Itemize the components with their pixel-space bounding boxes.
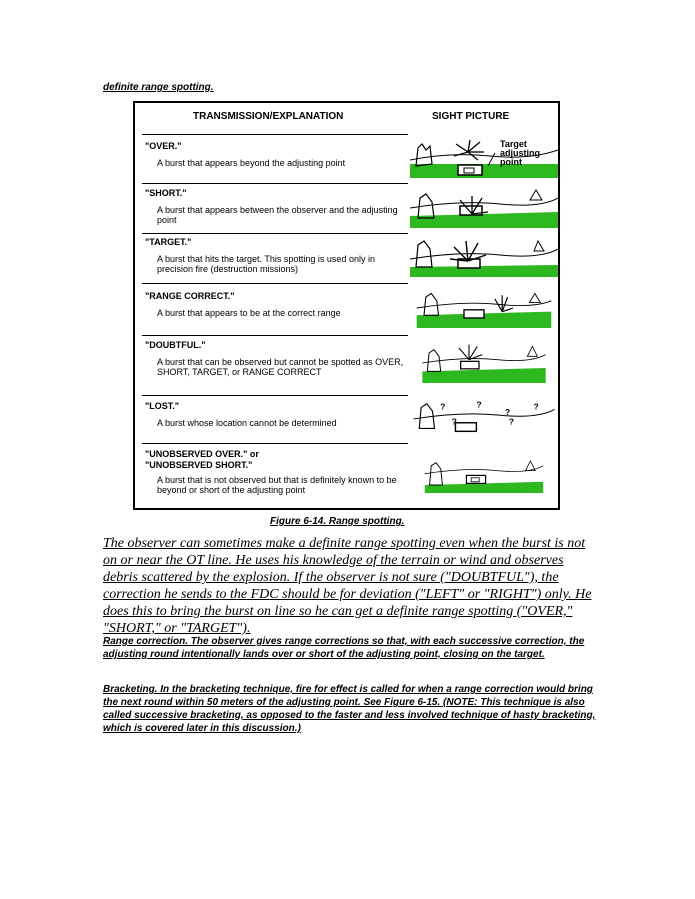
row-doubtful — [145, 340, 407, 377]
row-term: "RANGE CORRECT." — [145, 291, 235, 301]
row-divider — [142, 233, 408, 234]
sight-picture-short — [410, 188, 558, 228]
sight-picture-doubtful — [410, 343, 558, 383]
col-header-transmission: TRANSMISSION/EXPLANATION — [193, 111, 344, 122]
row-desc: A burst that hits the target. This spotting is used only in precision fire (destruction missions) — [157, 254, 375, 274]
bracketing-paragraph: Bracketing. In the bracketing technique, fire for effect is called for when a range correction would bring the next round within 50 meters of the adjusting point. See Figure 6-15. (NOTE: This technique is also called successive bracketing, as opposed to the faster and less involved technique of hasty bracketing, which is covered later in this discussion.) — [103, 684, 596, 734]
figure-caption: Figure 6-14. Range spotting. — [270, 516, 405, 527]
target-label: Target adjusting point — [500, 139, 540, 167]
svg-text:?: ? — [476, 399, 482, 410]
row-unobserved — [145, 449, 407, 495]
row-desc: A burst that appears between the observer and the adjusting point — [157, 205, 398, 225]
svg-text:?: ? — [451, 416, 457, 427]
row-short — [145, 188, 407, 225]
row-term: "UNOBSERVED OVER." or "UNOBSERVED SHORT." — [145, 449, 259, 470]
row-term: "SHORT." — [145, 188, 187, 198]
range-spotting-figure — [133, 101, 560, 510]
row-divider — [142, 183, 408, 184]
col-header-sight-picture: SIGHT PICTURE — [432, 111, 510, 122]
sight-picture-unobserved — [410, 453, 558, 493]
row-divider — [142, 395, 408, 396]
row-divider — [142, 283, 408, 284]
svg-text:?: ? — [504, 407, 511, 418]
row-over — [145, 141, 407, 168]
row-term: "LOST." — [145, 401, 180, 411]
row-term: "DOUBTFUL." — [145, 340, 206, 350]
sight-picture-range-correct — [410, 288, 558, 328]
observer-paragraph: The observer can sometimes make a definite range spotting even when the burst is not on or near the OT line. He uses his knowledge of the terrain or wind and observes debris scattered by the explosion. If the observer is not sure ("DOUBTFUL"), the correction he sends to the FDC should be for deviation ("LEFT" or "RIGHT") only. He does this to bring the burst on line so he can get a definite range spotting ("OVER," "SHORT," or "TARGET"). — [103, 536, 592, 636]
svg-text:?: ? — [440, 401, 446, 412]
svg-text:?: ? — [533, 401, 539, 412]
row-desc: A burst that appears to be at the correct range — [157, 308, 341, 318]
row-divider — [142, 335, 408, 336]
row-desc: A burst whose location cannot be determined — [157, 418, 337, 428]
row-lost — [145, 401, 407, 428]
range-correction-paragraph: Range correction. The observer gives range corrections so that, with each successive correction, the adjusting round intentionally lands over or short of the adjusting point, closing on the target. — [103, 636, 585, 660]
row-desc: A burst that appears beyond the adjusting point — [157, 158, 346, 168]
row-target — [145, 237, 407, 274]
row-term: "OVER." — [145, 141, 182, 151]
row-divider — [142, 134, 408, 135]
row-desc: A burst that can be observed but cannot be spotted as OVER, SHORT, TARGET, or RANGE CORRECT — [157, 357, 404, 377]
sight-picture-over — [410, 138, 558, 178]
sight-picture-lost — [410, 398, 558, 438]
sight-picture-target — [410, 237, 558, 277]
row-term: "TARGET." — [145, 237, 192, 247]
row-range-correct — [145, 291, 407, 318]
row-desc: A burst that is not observed but that is definitely known to be beyond or short of the adjusting point — [157, 475, 397, 495]
svg-text:?: ? — [508, 416, 514, 427]
row-divider — [142, 443, 408, 444]
lead-text: definite range spotting. — [103, 82, 214, 93]
